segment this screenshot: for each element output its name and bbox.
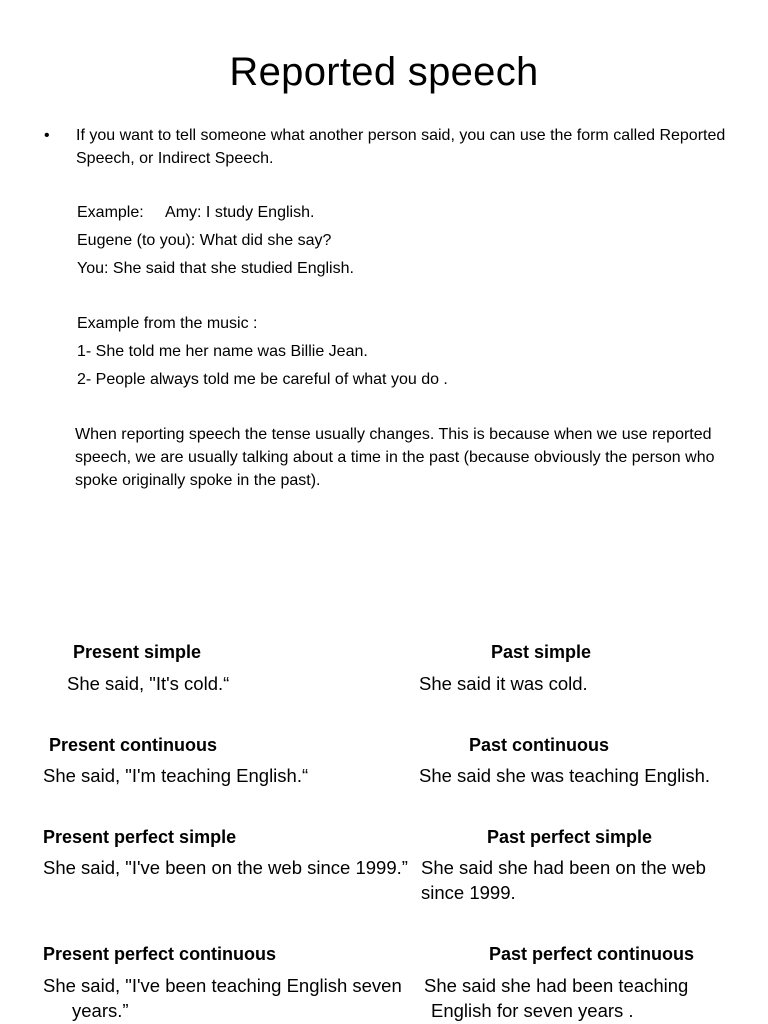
reported-heading-past-simple: Past simple	[491, 642, 592, 662]
direct-heading-present-perfect-continuous: Present perfect continuous	[43, 944, 277, 964]
direct-heading-present-simple: Present simple	[73, 642, 202, 662]
direct-example-present-perfect-continuous: She said, "I've been teaching English seven years.”	[43, 975, 402, 1021]
direct-example-present-simple: She said, "It's cold.“	[67, 673, 230, 694]
reported-heading-past-perfect-continuous: Past perfect continuous	[489, 944, 695, 964]
music-item-1: 1- She told me her name was Billie Jean.	[77, 343, 368, 360]
tense-change-paragraph: When reporting speech the tense usually changes. This is because when we use reported speech, we are usually talking about a time in the past (because obviously the person who spoke originally spoke in the past).	[75, 426, 715, 489]
reported-example-past-continuous: She said she was teaching English.	[419, 765, 711, 786]
reported-heading-past-perfect-simple: Past perfect simple	[487, 827, 653, 847]
direct-heading-present-continuous: Present continuous	[49, 735, 218, 755]
music-heading: Example from the music :	[77, 315, 258, 332]
example-line-3: You: She said that she studied English.	[77, 260, 354, 277]
direct-example-present-perfect-simple: She said, "I've been on the web since 1999.”	[43, 857, 408, 878]
reported-example-past-simple: She said it was cold.	[419, 673, 588, 694]
bullet-marker: •	[44, 127, 50, 144]
intro-paragraph: If you want to tell someone what another person said, you can use the form called Reported Speech, or Indirect Speech.	[76, 127, 726, 167]
reported-example-past-perfect-simple: She said she had been on the web since 1999.	[421, 857, 706, 903]
reported-heading-past-continuous: Past continuous	[469, 735, 610, 755]
example-line-1: Example: Amy: I study English.	[77, 204, 315, 221]
direct-heading-present-perfect-simple: Present perfect simple	[43, 827, 237, 847]
music-item-2: 2- People always told me be careful of what you do .	[77, 371, 448, 388]
direct-example-present-continuous: She said, "I'm teaching English.“	[43, 765, 309, 786]
page-title: Reported speech	[229, 50, 539, 94]
reported-example-past-perfect-continuous: She said she had been teaching English for seven years .	[424, 975, 689, 1021]
example-line-2: Eugene (to you): What did she say?	[77, 232, 332, 249]
